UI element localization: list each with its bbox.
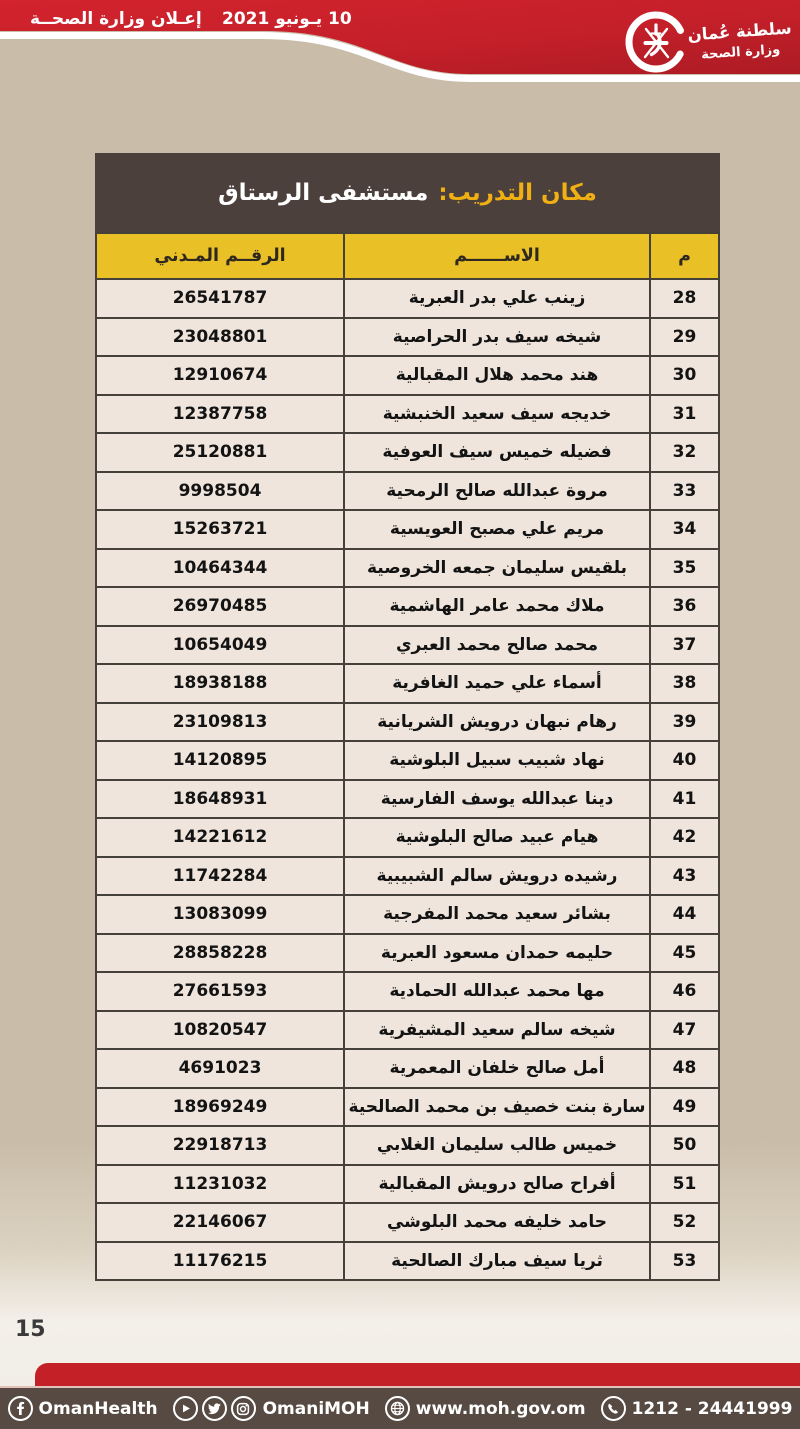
table-row	[97, 1048, 718, 1087]
facebook-contact	[8, 1396, 158, 1421]
row-serial-number: 47	[649, 1012, 718, 1049]
table-row	[97, 432, 718, 471]
row-serial-number: 50	[649, 1127, 718, 1164]
youtube-icon	[173, 1396, 198, 1421]
row-trainee-name: هند محمد هلال المقبالية	[343, 357, 649, 394]
row-trainee-name: ثريا سيف مبارك الصالحية	[343, 1243, 649, 1280]
row-trainee-name: مروة عبدالله صالح الرمحية	[343, 473, 649, 510]
row-civil-id: 9998504	[178, 480, 262, 501]
row-serial-number: 36	[649, 588, 718, 625]
table-body	[97, 278, 718, 1279]
facebook-handle-text: OmanHealth	[38, 1398, 158, 1419]
table-row	[97, 355, 718, 394]
row-trainee-name: شيخه سيف بدر الحراصية	[343, 319, 649, 356]
row-trainee-name: مريم علي مصبح العويسية	[343, 511, 649, 548]
social-handle-text: OmaniMOH	[262, 1398, 370, 1419]
row-serial-number: 48	[649, 1050, 718, 1087]
announcement-date: 10 يـونيو 2021	[222, 9, 352, 29]
row-civil-id: 25120881	[172, 442, 268, 463]
row-serial-number: 53	[649, 1243, 718, 1280]
row-serial-number: 37	[649, 627, 718, 664]
row-civil-id: 14221612	[172, 827, 268, 848]
row-civil-id: 18648931	[172, 788, 268, 809]
table-row	[97, 1241, 718, 1280]
row-serial-number: 39	[649, 704, 718, 741]
row-trainee-name: هيام عبيد صالح البلوشية	[343, 819, 649, 856]
row-serial-number: 43	[649, 858, 718, 895]
row-civil-id: 12910674	[172, 365, 268, 386]
table-row	[97, 471, 718, 510]
globe-icon	[385, 1396, 410, 1421]
row-serial-number: 51	[649, 1166, 718, 1203]
row-serial-number: 52	[649, 1204, 718, 1241]
table-row	[97, 1087, 718, 1126]
row-civil-id: 28858228	[172, 942, 268, 963]
row-trainee-name: أسماء علي حميد الغافرية	[343, 665, 649, 702]
table-row	[97, 586, 718, 625]
instagram-icon	[231, 1396, 256, 1421]
row-serial-number: 45	[649, 935, 718, 972]
table-row	[97, 548, 718, 587]
row-civil-id: 12387758	[172, 403, 268, 424]
table-row	[97, 317, 718, 356]
row-trainee-name: شيخه سالم سعيد المشيفرية	[343, 1012, 649, 1049]
row-civil-id: 23048801	[172, 326, 268, 347]
row-trainee-name: أفراح صالح درويش المقبالية	[343, 1166, 649, 1203]
table-row	[97, 278, 718, 317]
row-civil-id: 4691023	[178, 1058, 262, 1079]
row-civil-id: 11176215	[172, 1250, 268, 1271]
training-location-label: مكان التدريب:	[438, 179, 597, 206]
row-trainee-name: ملاك محمد عامر الهاشمية	[343, 588, 649, 625]
facebook-icon	[8, 1396, 33, 1421]
row-trainee-name: أمل صالح خلفان المعمرية	[343, 1050, 649, 1087]
row-civil-id: 15263721	[172, 519, 268, 540]
row-serial-number: 35	[649, 550, 718, 587]
phone-icon	[601, 1396, 626, 1421]
table-row	[97, 779, 718, 818]
row-civil-id: 14120895	[172, 750, 268, 771]
social-contact	[173, 1396, 370, 1421]
row-serial-number: 31	[649, 396, 718, 433]
row-civil-id: 26541787	[172, 288, 268, 309]
row-civil-id: 27661593	[172, 981, 268, 1002]
row-trainee-name: سارة بنت خصيف بن محمد الصالحية	[343, 1089, 649, 1126]
table-title-bar	[95, 153, 720, 232]
table-row	[97, 663, 718, 702]
row-civil-id: 10464344	[172, 557, 268, 578]
row-trainee-name: بلقيس سليمان جمعه الخروصية	[343, 550, 649, 587]
table-row	[97, 1202, 718, 1241]
row-trainee-name: خميس طالب سليمان الغلابي	[343, 1127, 649, 1164]
table-row	[97, 740, 718, 779]
row-trainee-name: حليمه حمدان مسعود العبرية	[343, 935, 649, 972]
row-serial-number: 46	[649, 973, 718, 1010]
table-row	[97, 1125, 718, 1164]
row-serial-number: 40	[649, 742, 718, 779]
row-trainee-name: نهاد شبيب سبيل البلوشية	[343, 742, 649, 779]
column-header-civil-id: الرقــم المـدني	[154, 246, 286, 266]
logo-country-text: سلطنة عُمان	[687, 18, 793, 45]
table-row	[97, 971, 718, 1010]
row-serial-number: 28	[649, 280, 718, 317]
page-number: 15	[15, 1317, 46, 1342]
row-trainee-name: رشيده درويش سالم الشبيبية	[343, 858, 649, 895]
table-row	[97, 625, 718, 664]
training-location-value: مستشفى الرستاق	[218, 179, 429, 206]
footer-bar	[0, 1386, 800, 1429]
row-serial-number: 29	[649, 319, 718, 356]
row-civil-id: 18969249	[172, 1096, 268, 1117]
column-header-name: الاســــــم	[343, 234, 649, 278]
table-row	[97, 856, 718, 895]
row-serial-number: 34	[649, 511, 718, 548]
row-civil-id: 13083099	[172, 904, 268, 925]
announcement-title: إعـلان وزارة الصحــة	[30, 9, 202, 29]
row-serial-number: 49	[649, 1089, 718, 1126]
website-contact	[385, 1396, 586, 1421]
table-row	[97, 394, 718, 433]
row-serial-number: 33	[649, 473, 718, 510]
logo-ministry-text: وزارة الصحة	[700, 42, 781, 63]
row-serial-number: 38	[649, 665, 718, 702]
table-grid	[95, 232, 720, 1281]
row-trainee-name: محمد صالح محمد العبري	[343, 627, 649, 664]
table-row	[97, 1164, 718, 1203]
row-serial-number: 44	[649, 896, 718, 933]
table-row	[97, 894, 718, 933]
row-trainee-name: مها محمد عبدالله الحمادية	[343, 973, 649, 1010]
row-serial-number: 41	[649, 781, 718, 818]
row-trainee-name: دينا عبدالله يوسف الفارسية	[343, 781, 649, 818]
twitter-icon	[202, 1396, 227, 1421]
row-civil-id: 26970485	[172, 596, 268, 617]
table-header-row	[97, 234, 718, 278]
row-serial-number: 32	[649, 434, 718, 471]
table-row	[97, 702, 718, 741]
column-header-serial: م	[649, 234, 718, 278]
website-text: www.moh.gov.om	[415, 1398, 586, 1419]
row-civil-id: 11231032	[172, 1173, 268, 1194]
row-civil-id: 22146067	[172, 1212, 268, 1233]
table-row	[97, 933, 718, 972]
table-row	[97, 1010, 718, 1049]
row-civil-id: 10820547	[172, 1019, 268, 1040]
phone-number-text: 1212 - 24441999	[631, 1398, 793, 1419]
row-serial-number: 42	[649, 819, 718, 856]
phone-contact	[601, 1396, 793, 1421]
row-civil-id: 18938188	[172, 673, 268, 694]
row-trainee-name: رهام نبهان درويش الشريانية	[343, 704, 649, 741]
row-trainee-name: زينب علي بدر العبرية	[343, 280, 649, 317]
row-trainee-name: حامد خليفه محمد البلوشي	[343, 1204, 649, 1241]
row-civil-id: 10654049	[172, 634, 268, 655]
table-row	[97, 817, 718, 856]
row-trainee-name: خديجه سيف سعيد الخنبشية	[343, 396, 649, 433]
table-row	[97, 509, 718, 548]
row-serial-number: 30	[649, 357, 718, 394]
row-civil-id: 22918713	[172, 1135, 268, 1156]
row-civil-id: 23109813	[172, 711, 268, 732]
row-civil-id: 11742284	[172, 865, 268, 886]
row-trainee-name: بشائر سعيد محمد المفرجية	[343, 896, 649, 933]
training-table	[95, 153, 720, 1281]
row-trainee-name: فضيله خميس سيف العوفية	[343, 434, 649, 471]
